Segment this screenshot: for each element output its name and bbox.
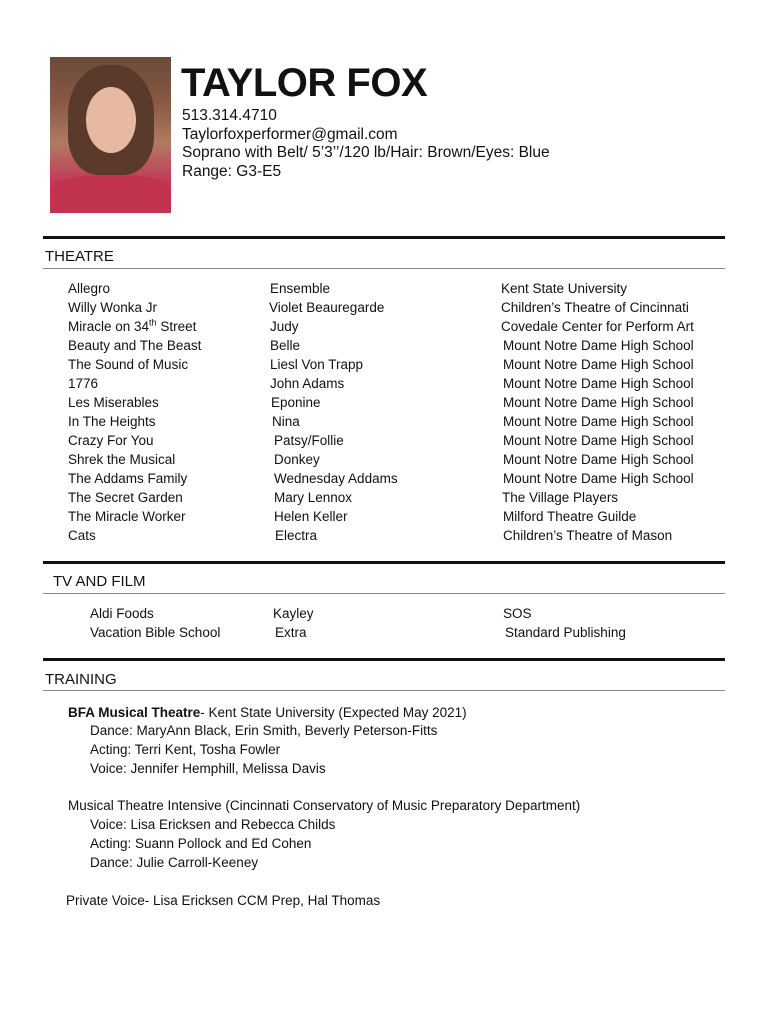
- photo-shirt: [50, 175, 171, 213]
- credit-row: [0, 298, 768, 317]
- credit-role: Belle: [270, 338, 301, 353]
- credit-role: Nina: [272, 414, 300, 429]
- credit-row: [0, 336, 768, 355]
- credit-row: [0, 393, 768, 412]
- credit-row: [0, 488, 768, 507]
- credit-row: [0, 526, 768, 545]
- vocal-range: Range: G3-E5: [182, 162, 282, 180]
- photo-face: [86, 87, 136, 153]
- bfa-dance: Dance: MaryAnn Black, Erin Smith, Beverly Peterson-Fitts: [90, 723, 438, 738]
- section-divider: [43, 658, 725, 661]
- credit-show: Cats: [68, 528, 96, 543]
- credit-row: [0, 374, 768, 393]
- credit-role: Electra: [275, 528, 318, 543]
- headshot-photo: [50, 57, 171, 213]
- credit-venue: Mount Notre Dame High School: [503, 414, 694, 429]
- credit-venue: Kent State University: [501, 281, 628, 296]
- section-title-training: TRAINING: [45, 671, 117, 688]
- credit-venue: Children’s Theatre of Mason: [503, 528, 673, 543]
- credit-venue: Mount Notre Dame High School: [503, 395, 694, 410]
- credit-venue: Mount Notre Dame High School: [503, 452, 694, 467]
- intensive-line: Musical Theatre Intensive (Cincinnati Conservatory of Music Preparatory Department): [68, 798, 581, 813]
- credit-venue: Mount Notre Dame High School: [503, 376, 694, 391]
- credit-row: [0, 317, 768, 336]
- credit-role: Mary Lennox: [274, 490, 353, 505]
- credit-row: [0, 279, 768, 298]
- credit-show: Miracle on 34th Street: [68, 317, 197, 334]
- credit-role: Wednesday Addams: [274, 471, 398, 486]
- credit-show: Les Miserables: [68, 395, 159, 410]
- credit-row: [0, 623, 768, 642]
- credit-show: The Sound of Music: [68, 357, 189, 372]
- credit-role: Violet Beauregarde: [269, 300, 385, 315]
- credit-role: Patsy/Follie: [274, 433, 344, 448]
- section-underline: [43, 268, 725, 269]
- credit-row: [0, 431, 768, 450]
- credit-venue: Mount Notre Dame High School: [503, 433, 694, 448]
- bfa-program: BFA Musical Theatre: [68, 705, 201, 720]
- credit-role: Extra: [275, 625, 307, 640]
- credit-role: Kayley: [273, 606, 314, 621]
- phone-number: 513.314.4710: [182, 107, 277, 124]
- credit-title: Aldi Foods: [90, 606, 154, 621]
- credit-role: Eponine: [271, 395, 321, 410]
- credit-show: The Addams Family: [68, 471, 188, 486]
- credit-role: Liesl Von Trapp: [270, 357, 364, 372]
- credit-role: Judy: [270, 319, 299, 334]
- credit-row: [0, 450, 768, 469]
- bfa-line: [68, 703, 467, 722]
- credit-role: Helen Keller: [274, 509, 348, 524]
- credit-row: [0, 355, 768, 374]
- intensive-dance: Dance: Julie Carroll-Keeney: [90, 855, 259, 870]
- credit-venue: Covedale Center for Perform Art: [501, 319, 694, 334]
- section-title-tv-film: TV AND FILM: [53, 573, 146, 590]
- bfa-school: - Kent State University (Expected May 2021): [200, 705, 467, 720]
- credit-company: SOS: [503, 606, 532, 621]
- contact-block: [182, 107, 550, 181]
- credit-show: Willy Wonka Jr: [68, 300, 158, 315]
- credit-title: Vacation Bible School: [90, 625, 221, 640]
- credit-show: The Miracle Worker: [68, 509, 186, 524]
- section-divider: [43, 561, 725, 564]
- performer-name: TAYLOR FOX: [181, 61, 428, 105]
- credit-show: Crazy For You: [68, 433, 154, 448]
- credit-show: Allegro: [68, 281, 111, 296]
- credit-venue: The Village Players: [502, 490, 619, 505]
- section-underline: [43, 593, 725, 594]
- credit-role: John Adams: [270, 376, 345, 391]
- bfa-voice: Voice: Jennifer Hemphill, Melissa Davis: [90, 761, 326, 776]
- email-address: Taylorfoxperformer@gmail.com: [182, 125, 398, 143]
- credit-row: [0, 604, 768, 623]
- vocal-stats: Soprano with Belt/ 5’3’’/120 lb/Hair: Brown/Eyes: Blue: [182, 144, 550, 161]
- credit-show: The Secret Garden: [68, 490, 183, 505]
- section-title-theatre: THEATRE: [45, 248, 114, 265]
- credit-venue: Mount Notre Dame High School: [503, 338, 694, 353]
- private-voice: Private Voice- Lisa Ericksen CCM Prep, Hal Thomas: [66, 893, 381, 908]
- credit-company: Standard Publishing: [505, 625, 626, 640]
- credit-row: [0, 507, 768, 526]
- credit-show: Beauty and The Beast: [68, 338, 202, 353]
- credit-venue: Milford Theatre Guilde: [503, 509, 637, 524]
- credit-venue: Mount Notre Dame High School: [503, 357, 694, 372]
- credit-role: Donkey: [274, 452, 320, 467]
- credit-show: Shrek the Musical: [68, 452, 176, 467]
- credit-show: In The Heights: [68, 414, 156, 429]
- intensive-acting: Acting: Suann Pollock and Ed Cohen: [90, 836, 312, 851]
- credit-venue: Children’s Theatre of Cincinnati: [501, 300, 689, 315]
- bfa-acting: Acting: Terri Kent, Tosha Fowler: [90, 742, 281, 757]
- section-divider: [43, 236, 725, 239]
- intensive-voice: Voice: Lisa Ericksen and Rebecca Childs: [90, 817, 336, 832]
- credit-row: [0, 469, 768, 488]
- credit-role: Ensemble: [270, 281, 331, 296]
- credit-venue: Mount Notre Dame High School: [503, 471, 694, 486]
- credit-show: 1776: [68, 376, 99, 391]
- section-underline: [43, 690, 725, 691]
- credit-row: [0, 412, 768, 431]
- superscript-th: th: [149, 317, 157, 328]
